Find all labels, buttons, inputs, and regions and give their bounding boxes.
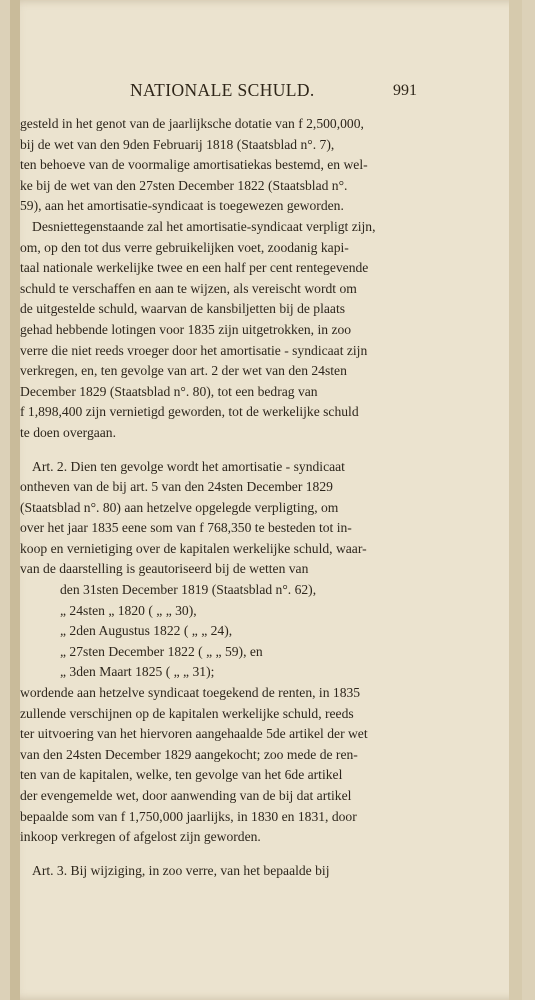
text-line: om, op den tot dus verre gebruikelijken voet, zoodanig kapi-	[20, 239, 349, 255]
text-line: koop en vernietiging over de kapitalen werkelijke schuld, waar-	[20, 540, 367, 556]
text-line: gehad hebbende lotingen voor 1835 zijn uitgetrokken, in zoo	[20, 321, 352, 337]
text-line: van de daarstelling is geautoriseerd bij de wetten van	[20, 561, 309, 577]
text-line: ontheven van de bij art. 5 van den 24sten December 1829	[20, 479, 333, 495]
text-line: ter uitvoering van het hiervoren aangehaalde 5de artikel der wet	[20, 726, 368, 742]
page-number: 991	[393, 82, 417, 99]
page-header	[10, 80, 522, 106]
text-line: te doen overgaan.	[20, 424, 116, 440]
paragraph-2	[20, 217, 414, 444]
text-line: de uitgestelde schuld, waarvan de kansbiljetten bij de plaats	[20, 301, 346, 317]
law-list-item: „ 2den Augustus 1822 ( „ „ 24),	[60, 623, 233, 639]
text-line: inkoop verkregen of afgelost zijn geworden.	[20, 829, 261, 845]
paragraph-1	[20, 114, 414, 217]
text-line: verre die niet reeds vroeger door het amortisatie - syndicaat zijn	[20, 342, 368, 358]
text-line: verkregen, en, ten gevolge van art. 2 der wet van den 24sten	[20, 363, 347, 379]
law-list-item: den 31sten December 1819 (Staatsblad n°. 62),	[60, 582, 317, 598]
text-line: schuld te verschaffen en aan te wijzen, als vereischt wordt om	[20, 280, 357, 296]
text-line: Art. 3. Bij wijziging, in zoo verre, van het bepaalde bij	[32, 862, 330, 878]
law-list	[20, 580, 414, 683]
text-line: taal nationale werkelijke twee en een half per cent rentegevende	[20, 260, 369, 276]
text-line: ten van de kapitalen, welke, ten gevolge van het 6de artikel	[20, 767, 343, 783]
text-line: 59), aan het amortisatie-syndicaat is toegewezen geworden.	[20, 198, 344, 214]
text-line: bij de wet van den 9den Februarij 1818 (Staatsblad n°. 7),	[20, 136, 335, 152]
law-list-item: „ 24sten „ 1820 ( „ „ 30),	[60, 602, 197, 618]
text-line: (Staatsblad n°. 80) aan hetzelve opgelegde verpligting, om	[20, 499, 339, 515]
text-line: December 1829 (Staatsblad n°. 80), tot een bedrag van	[20, 383, 318, 399]
text-line: gesteld in het genot van de jaarlijksche dotatie van f 2,500,000,	[20, 116, 364, 131]
text-line: f 1,898,400 zijn vernietigd geworden, tot de werkelijke schuld	[20, 404, 359, 420]
law-list-item: „ 27sten December 1822 ( „ „ 59), en	[60, 643, 263, 659]
text-line: ke bij de wet van den 27sten December 1822 (Staatsblad n°.	[20, 177, 348, 193]
text-line: Art. 2. Dien ten gevolge wordt het amortisatie - syndicaat	[32, 458, 345, 474]
paragraph-3-continued	[20, 683, 414, 848]
text-line: Desniettegenstaande zal het amortisatie-syndicaat verpligt zijn,	[32, 218, 376, 234]
law-list-item: „ 3den Maart 1825 ( „ „ 31);	[60, 664, 215, 680]
paragraph-article-2	[20, 457, 414, 581]
running-title: NATIONALE SCHULD.	[130, 80, 315, 100]
page-spine-shadow	[10, 0, 20, 1000]
text-line: ten behoeve van de voormalige amortisatiekas bestemd, en wel-	[20, 157, 368, 173]
text-line: over het jaar 1835 eene som van f 768,350 te besteden tot in-	[20, 520, 352, 536]
body-text	[20, 114, 414, 881]
page-fore-edge	[509, 0, 522, 1000]
paragraph-article-3	[20, 861, 414, 882]
text-line: bepaalde som van f 1,750,000 jaarlijks, in 1830 en 1831, door	[20, 808, 357, 824]
text-line: der evengemelde wet, door aanwending van de bij dat artikel	[20, 788, 352, 803]
text-line: wordende aan hetzelve syndicaat toegekend de renten, in 1835	[20, 685, 361, 701]
text-line: van den 24sten December 1829 aangekocht; zoo mede de ren-	[20, 746, 358, 762]
book-page	[10, 0, 522, 1000]
text-line: zullende verschijnen op de kapitalen werkelijke schuld, reeds	[20, 705, 354, 721]
